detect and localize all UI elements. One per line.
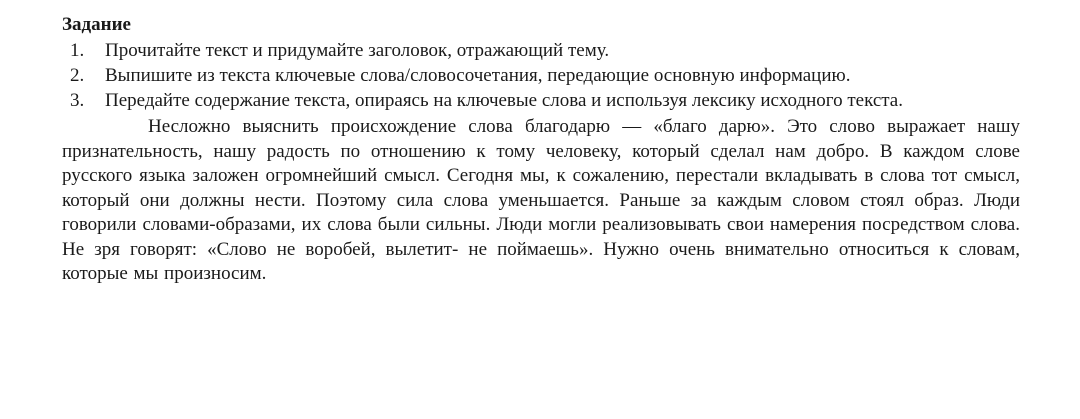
- task-item: [62, 65, 1020, 87]
- task-number: 2.: [70, 65, 85, 86]
- task-list: [62, 40, 1020, 112]
- task-text: Передайте содержание текста, опираясь на ключевые слова и используя лексику исходного текста.: [105, 90, 903, 111]
- task-text: Прочитайте текст и придумайте заголовок, отражающий тему.: [105, 40, 610, 61]
- task-text: Выпишите из текста ключевые слова/словосочетания, передающие основную информацию.: [105, 65, 851, 86]
- task-number: 3.: [70, 90, 85, 111]
- task-item: [62, 90, 1020, 112]
- source-text-paragraph: Несложно выяснить происхождение слова благодарю — «благо дарю». Это слово выражает нашу признательность, нашу радость по отношению к тому человеку, который сделал нам добро. В каждом слове русского языка заложен огромнейший смысл. Сегодня мы, к сожалению, перестали вкладывать в слова тот смысл, который они должны нести. Поэтому сила слова уменьшается. Раньше за каждым словом стоял образ. Люди говорили словами-образами, их слова были сильны. Люди могли реализовывать свои намерения посредством слова. Не зря говорят: «Слово не воробей, вылетит- не поймаешь». Нужно очень внимательно относиться к словам, которые мы произносим.: [62, 116, 1020, 284]
- task-item: [62, 40, 1020, 62]
- task-number: 1.: [70, 40, 85, 61]
- assignment-heading: Задание: [62, 14, 131, 35]
- document-page: [62, 12, 1020, 287]
